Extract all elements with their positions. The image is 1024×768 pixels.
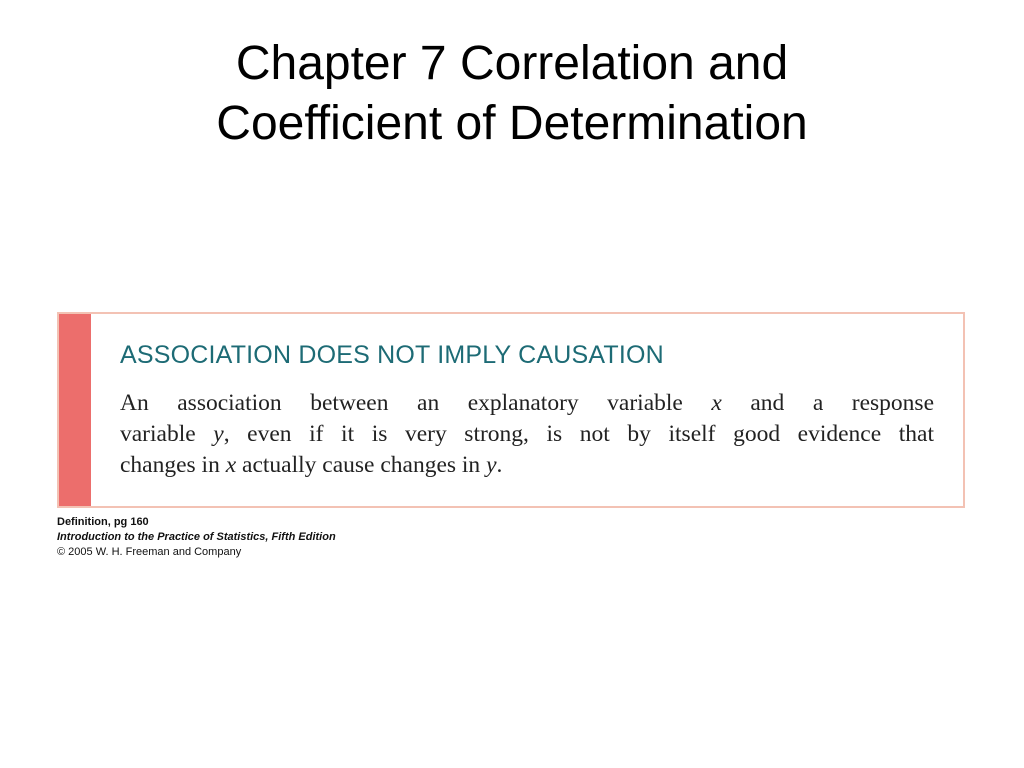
definition-text: An association between an explanatory variable xyxy=(120,390,712,416)
slide-title-line-1: Chapter 7 Correlation and xyxy=(235,37,789,90)
variable-y: y xyxy=(213,421,224,447)
definition-text: changes in xyxy=(120,452,226,478)
definition-heading: ASSOCIATION DOES NOT IMPLY CAUSATION xyxy=(120,341,664,369)
slide-title-line-2: Coefficient of Determination xyxy=(216,97,808,150)
definition-line-2 xyxy=(120,419,934,450)
definition-text: , even if it is very strong, is not by itself good evidence that xyxy=(223,421,934,447)
definition-body xyxy=(120,388,934,481)
definition-text: and a response xyxy=(721,390,934,416)
definition-line-1 xyxy=(120,388,934,419)
source-citation xyxy=(57,515,336,560)
variable-x: x xyxy=(711,390,722,416)
definition-accent-bar xyxy=(59,314,91,506)
variable-y: y xyxy=(486,452,497,478)
variable-x: x xyxy=(225,452,237,478)
book-title: Introduction to the Practice of Statistics, Fifth Edition xyxy=(57,531,336,543)
definition-text: actually cause changes in xyxy=(236,452,487,478)
definition-reference: Definition, pg 160 xyxy=(57,516,149,528)
definition-text: variable xyxy=(120,421,214,447)
slide-title xyxy=(0,34,1024,154)
definition-line-3 xyxy=(120,450,934,481)
copyright-notice: © 2005 W. H. Freeman and Company xyxy=(57,546,242,558)
definition-box xyxy=(57,312,965,508)
definition-text: . xyxy=(496,452,503,478)
